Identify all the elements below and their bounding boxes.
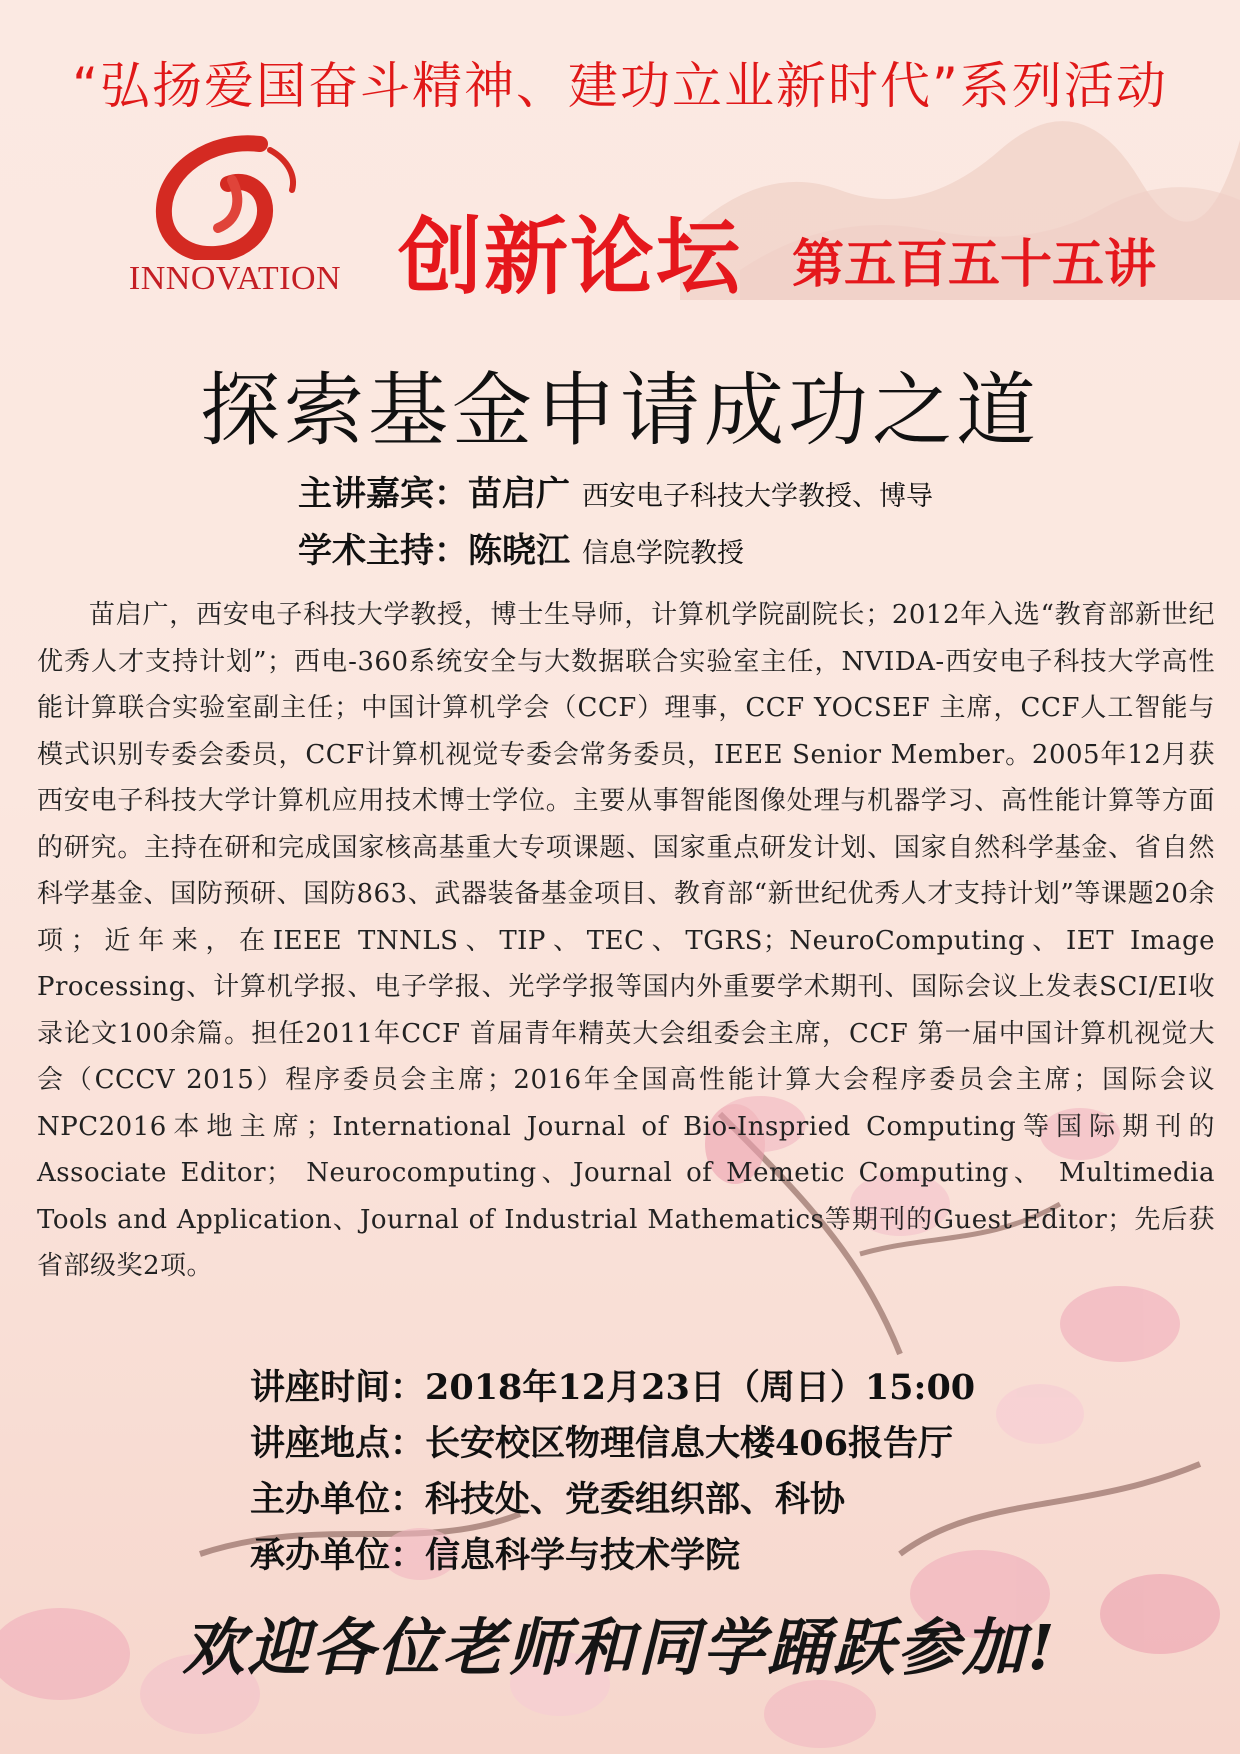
series-title: “弘扬爱国奋斗精神、建功立业新时代”系列活动 [72, 57, 1168, 115]
lecture-number: 第五百五十五讲 [792, 235, 1157, 295]
host-description: 信息学院教授 [582, 538, 744, 569]
speaker-description: 西安电子科技大学教授、博导 [582, 481, 933, 512]
speaker-biography: 苗启广，西安电子科技大学教授，博士生导师，计算机学院副院长；2012年入选“教育部新世纪优秀人才支持计划”；西电-360系统安全与大数据联合实验室主任，NVIDA-西安电子科技大学高性能计算联合实验室副主任；中国计算机学会（CCF）理事，CCF YOCSEF 主席，CCF人工智能与模式识别专委会委员，CCF计算机视觉专委会常务委员，IEEE Senior Member。2005年12月获西安电子科技大学计算机应用技术博士学位。主要从事智能图像处理与机器学习、高性能计算等方面的研究。主持在研和完成国家核高基重大专项课题、国家重点研发计划、国家自然科学基金、省自然科学基金、国防预研、国防863、武器装备基金项目、教育部“新世纪优秀人才支持计划”等课题20余项；近年来，在IEEE TNNLS、TIP、TEC、TGRS；NeuroComputing、IET Image Processing、计算机学报、电子学报、光学学报等国内外重要学术期刊、国际会议上发表SCI/EI收录论文100余篇。担任2011年CCF 首届青年精英大会组委会主席，CCF 第一届中国计算机视觉大会（CCCV 2015）程序委员会主席；2016年全国高性能计算大会程序委员会主席；国际会议NPC2016本地主席；International Journal of Bio-Inspried Computing等国际期刊的Associate Editor； Neurocomputing、Journal of Memetic Computing、 Multimedia Tools and Application、Journal of Industrial Mathematics等期刊的Guest Editor；先后获省部级奖2项。 [37, 600, 1215, 1281]
innovation-swirl-icon [120, 130, 350, 260]
lecture-info [250, 1360, 975, 1584]
speaker-role: 主讲嘉宾： [298, 474, 468, 514]
host-name: 陈晓江 [468, 531, 570, 571]
logo-text: INNOVATION [128, 260, 342, 297]
host-unit: 承办单位：信息科学与技术学院 [250, 1535, 741, 1576]
organizer: 主办单位：科技处、党委组织部、科协 [250, 1479, 846, 1520]
forum-title: 创新论坛 [398, 208, 743, 306]
lecture-time: 讲座时间：2018年12月23日（周日）15:00 [250, 1367, 976, 1408]
host-role: 学术主持： [298, 531, 468, 571]
lecture-title: 探索基金申请成功之道 [200, 364, 1040, 457]
host-line [298, 523, 744, 572]
lecture-location: 讲座地点：长安校区物理信息大楼406报告厅 [250, 1423, 954, 1464]
speaker-line [298, 466, 933, 515]
welcome-message: 欢迎各位老师和同学踊跃参加! [182, 1611, 1058, 1684]
innovation-logo [120, 130, 350, 305]
speaker-name: 苗启广 [468, 474, 570, 514]
